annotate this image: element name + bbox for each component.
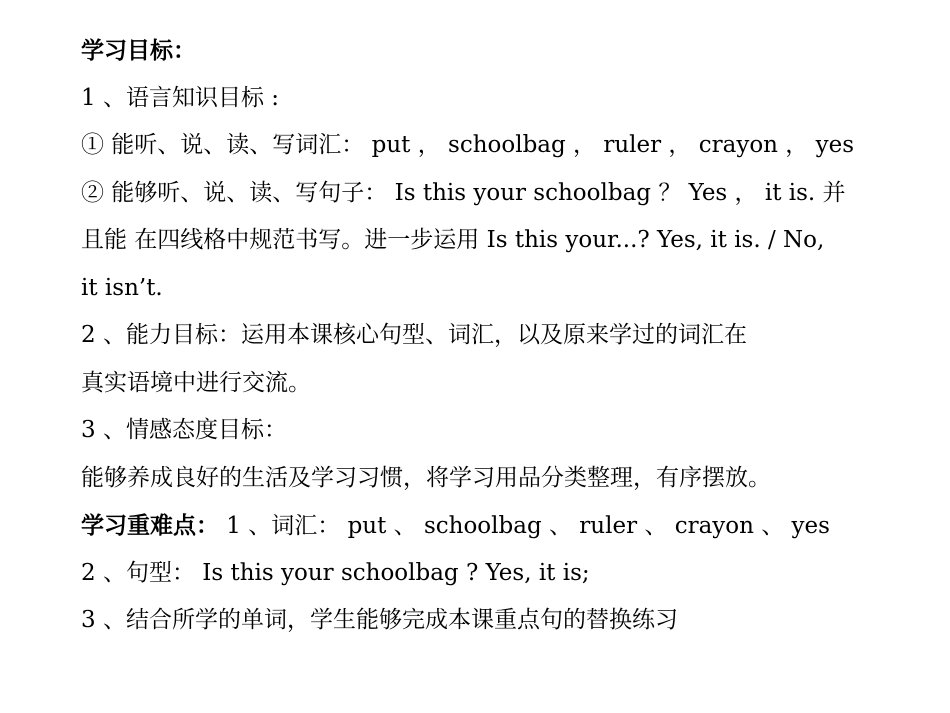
emotion-goal-heading: 3 、情感态度目标：	[81, 417, 287, 443]
learning-goals-heading: 学习目标：	[81, 37, 196, 64]
ability-goal-continued: 真实语境中进行交流。	[81, 369, 311, 396]
language-knowledge-goal: 1 、语言知识目标 :	[81, 84, 280, 111]
ability-goal: 2 、能力目标：运用本课核心句型、词汇，以及原来学过的词汇在	[81, 322, 747, 348]
key-sentence-pattern: 2 、句型： Is this your schoolbag ? Yes, it is;	[81, 559, 590, 586]
sentence-goal-end: it isn’t.	[81, 274, 163, 301]
key-points-vocabulary: 1 、词汇： put 、 schoolbag 、 ruler 、 crayon 、 yes	[219, 513, 830, 539]
key-points-label: 学习重难点：	[81, 512, 219, 539]
sentence-goal: ② 能够听、说、读、写句子： Is this your schoolbag ？ Yes ， it is. 并	[81, 179, 846, 206]
key-points-line	[81, 502, 881, 550]
sentence-goal-continued: 且能 在四线格中规范书写。进一步运用 Is this your...? Yes, it is. / No,	[81, 227, 825, 253]
vocabulary-goal: ① 能听、说、读、写词汇： put ， schoolbag ， ruler ， crayon ， yes	[81, 132, 855, 158]
emotion-goal-text: 能够养成良好的生活及学习习惯，将学习用品分类整理，有序摆放。	[81, 464, 771, 491]
document-body	[81, 27, 881, 645]
substitution-practice: 3 、结合所学的单词，学生能够完成本课重点句的替换练习	[81, 607, 678, 633]
